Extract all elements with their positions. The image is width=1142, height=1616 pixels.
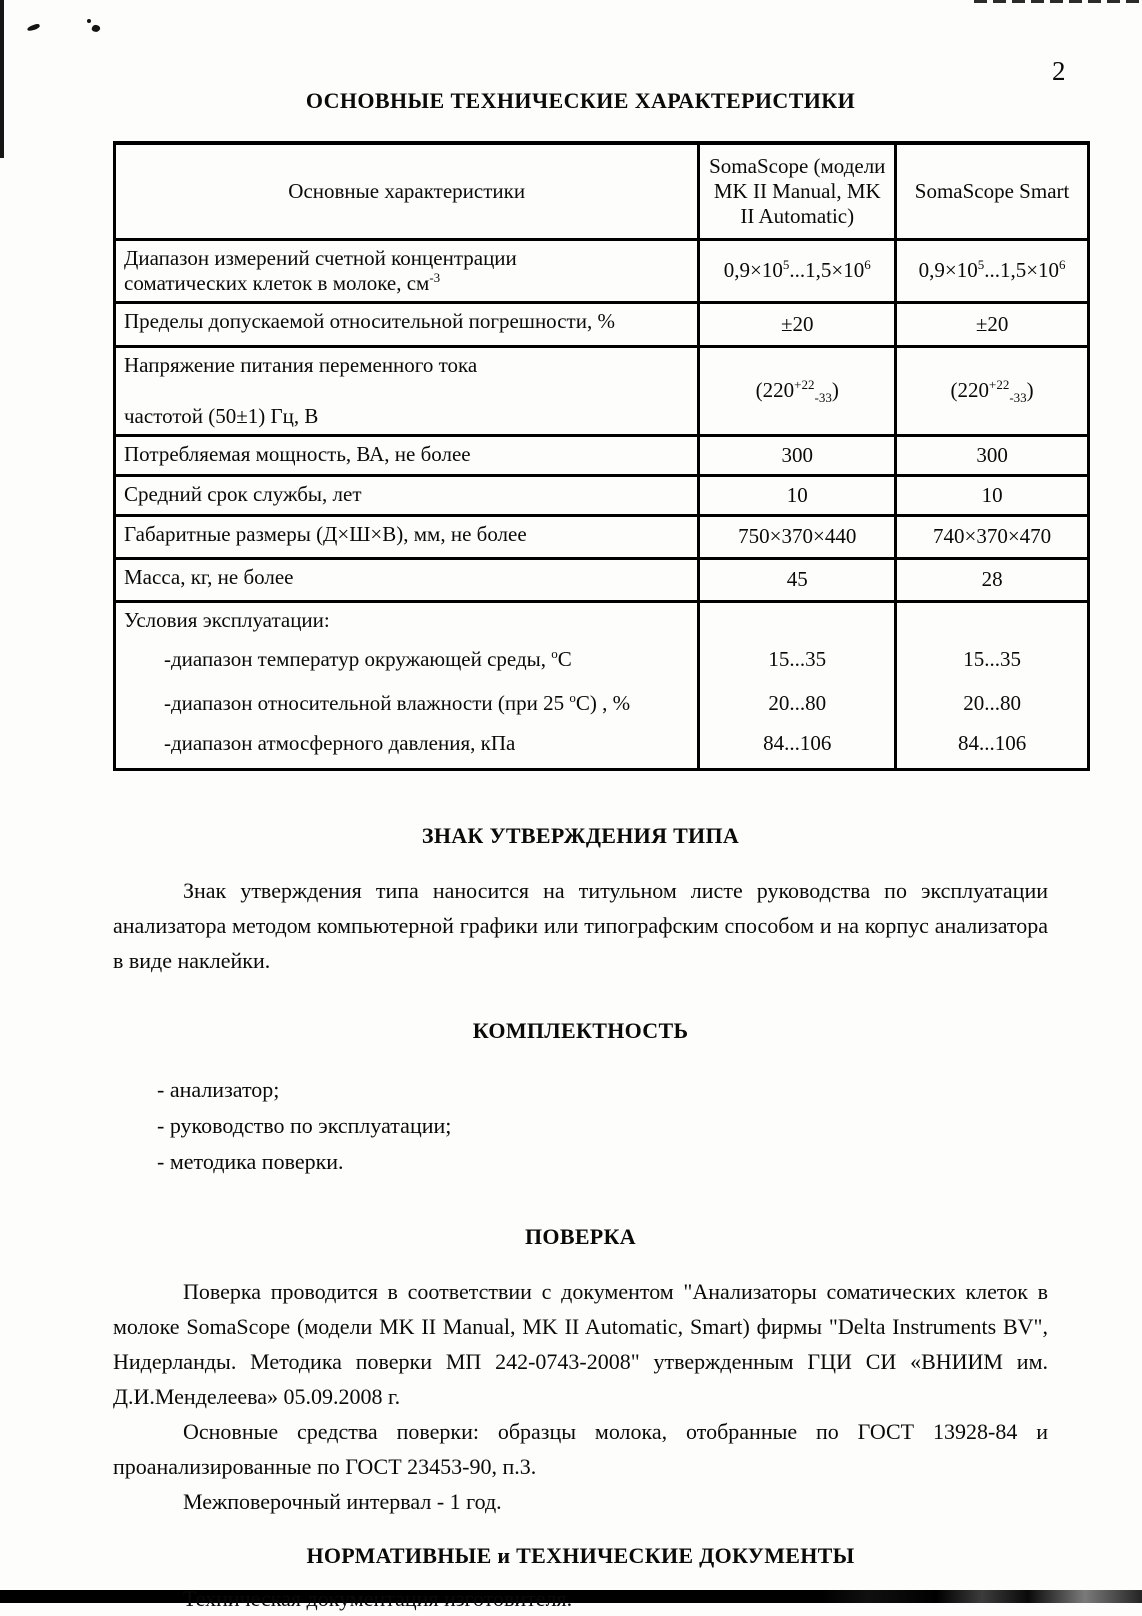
row-label: Потребляемая мощность, ВА, не более: [115, 435, 699, 475]
cell-mk2: 750×370×440: [699, 515, 896, 558]
list-item-verification-procedure: - методика поверки.: [157, 1149, 344, 1174]
cell-mk2: 10: [699, 475, 896, 515]
table-row-dimensions: [115, 515, 1089, 558]
cell-smart: $0,9\times 10^5...1,5\times 10^6$: [896, 239, 1089, 302]
completeness-list: [113, 1072, 1048, 1180]
row-label: Масса, кг, не более: [115, 558, 699, 601]
normative-docs-paragraph: Техническая документация изготовителя.: [183, 1586, 573, 1611]
row-label: Средний срок службы, лет: [115, 475, 699, 515]
col-header-somascope-smart: SomaScope Smart: [896, 143, 1089, 239]
normative-docs-heading: НОРМАТИВНЫЕ и ТЕХНИЧЕСКИЕ ДОКУМЕНТЫ: [306, 1543, 855, 1568]
cell-smart: 28: [896, 558, 1089, 601]
col-header-characteristics: Основные характеристики: [288, 178, 526, 203]
cell-smart: $(220^{+22}_{-33})$: [896, 346, 1089, 435]
page-title: ОСНОВНЫЕ ТЕХНИЧЕСКИЕ ХАРАКТЕРИСТИКИ: [305, 88, 856, 113]
cell-mk2: [699, 601, 896, 638]
cell-smart: 10: [896, 475, 1089, 515]
page-number: 2: [1052, 56, 1066, 86]
verification-heading: ПОВЕРКА: [525, 1224, 636, 1249]
verification-paragraph-3: Межповерочный интервал - 1 год.: [183, 1489, 502, 1514]
table-row-error-limits: [115, 302, 1089, 346]
table-subrow-pressure-range: [115, 726, 1089, 770]
row-label: Диапазон измерений счетной концентрации соматических клеток в молоке, $см^{-3}$: [124, 245, 517, 295]
table-row-power-consumption: [115, 435, 1089, 475]
cell-smart: 740×370×470: [896, 515, 1089, 558]
cell-smart: 20...80: [896, 682, 1089, 726]
cell-mk2: 15...35: [699, 638, 896, 682]
row-label: -диапазон относительной влажности (при 25 $^о$С) , %: [164, 690, 631, 715]
table-row-operating-conditions: [115, 601, 1089, 638]
table-header-row: [115, 143, 1089, 239]
top-edge-scan-artifact: [974, 0, 1142, 3]
row-label: Пределы допускаемой относительной погрешности, %: [115, 302, 699, 346]
table-row-measurement-range: [115, 239, 1089, 302]
left-edge-scan-artifact: [0, 0, 4, 158]
cell-mk2: 300: [699, 435, 896, 475]
type-approval-paragraph: Знак утверждения типа наносится на титульном листе руководства по эксплуатации анализатора методом компьютерной графики или типографским способом и на корпус анализатора в виде наклейки.: [113, 878, 1048, 973]
document-content: [113, 88, 1090, 1616]
cell-mk2: 20...80: [699, 682, 896, 726]
table-row-supply-voltage: [115, 346, 1089, 435]
table-row-service-life: [115, 475, 1089, 515]
cell-mk2: $0,9\times 10^5...1,5\times 10^6$: [699, 239, 896, 302]
specifications-table: [113, 141, 1090, 771]
verification-paragraph-2: Основные средства поверки: образцы молока, отобранные по ГОСТ 13928-84 и проанализированные по ГОСТ 23453-90, п.3.: [113, 1419, 1048, 1479]
table-subrow-humidity-range: [115, 682, 1089, 726]
row-label: Напряжение питания переменного тока частотой (50±1) Гц, В: [115, 346, 699, 435]
row-label: Габаритные размеры (Д×Ш×В), мм, не более: [115, 515, 699, 558]
table-row-mass: [115, 558, 1089, 601]
cell-mk2: 45: [699, 558, 896, 601]
row-label: -диапазон атмосферного давления, кПа: [164, 730, 516, 755]
cell-smart: 15...35: [896, 638, 1089, 682]
list-item-analyzer: - анализатор;: [157, 1077, 280, 1102]
cell-smart: 300: [896, 435, 1089, 475]
ink-speck: [27, 23, 41, 32]
ink-speck: [91, 24, 101, 33]
verification-paragraph-1: Поверка проводится в соответствии с документом "Анализаторы соматических клеток в молоке SomaScope (модели MK II Manual, MK II Automatic, Smart) фирмы "Delta Instruments BV", Нидерланды. Методика поверки МП 242-0743-2008" утвержденным ГЦИ СИ «ВНИИМ им. Д.И.Менделеева» 05.09.2008 г.: [113, 1279, 1048, 1409]
ink-speck: [87, 19, 91, 23]
completeness-heading: КОМПЛЕКТНОСТЬ: [472, 1018, 689, 1043]
cell-mk2: $(220^{+22}_{-33})$: [699, 346, 896, 435]
row-label: -диапазон температур окружающей среды, $^о$С: [164, 646, 572, 671]
table-subrow-temperature-range: [115, 638, 1089, 682]
cell-mk2: 84...106: [699, 726, 896, 770]
type-approval-heading: ЗНАК УТВЕРЖДЕНИЯ ТИПА: [421, 823, 740, 848]
cell-smart: ±20: [896, 302, 1089, 346]
cell-smart: [896, 601, 1089, 638]
list-item-operating-manual: - руководство по эксплуатации;: [157, 1113, 452, 1138]
cell-mk2: ±20: [699, 302, 896, 346]
col-header-somascope-mk2: SomaScope (модели MK II Manual, MK II Automatic): [699, 143, 896, 239]
cell-smart: 84...106: [896, 726, 1089, 770]
row-label: Условия эксплуатации:: [115, 601, 699, 638]
